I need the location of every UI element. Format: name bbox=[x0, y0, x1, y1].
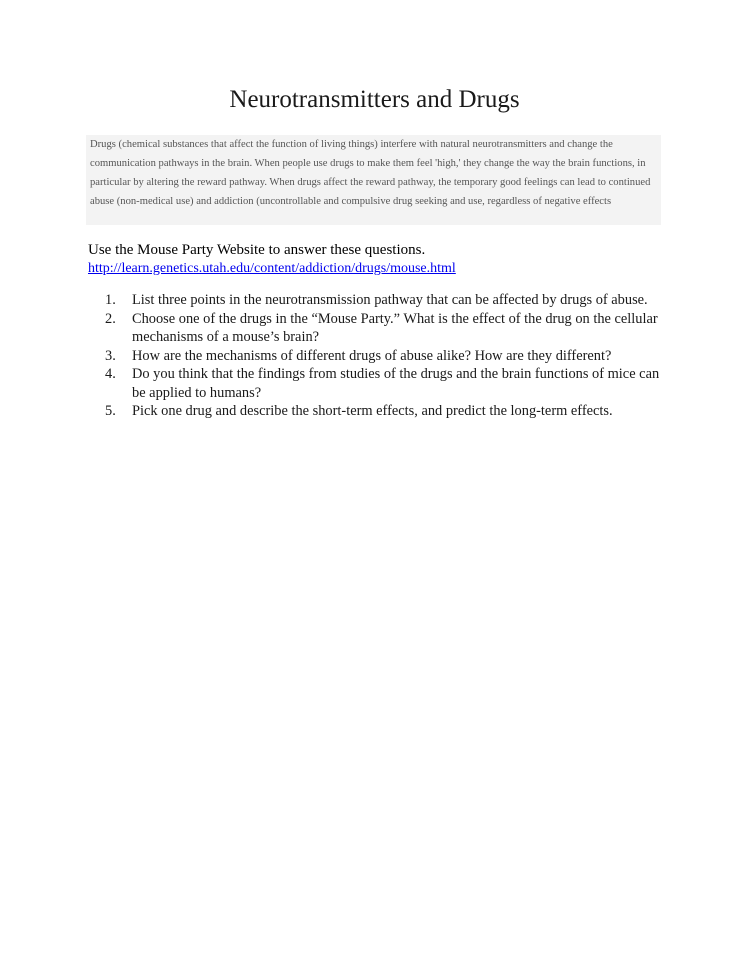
question-item bbox=[105, 291, 665, 310]
question-item bbox=[105, 347, 665, 366]
question-number: 1. bbox=[105, 292, 116, 308]
instruction-heading: Use the Mouse Party Website to answer these questions. bbox=[88, 242, 426, 258]
question-text: Choose one of the drugs in the “Mouse Party.” What is the effect of the drug on the cellular mechanisms of a mouse’s brain? bbox=[132, 310, 658, 345]
question-item bbox=[105, 310, 665, 347]
page-title: Neurotransmitters and Drugs bbox=[229, 86, 520, 113]
question-text: List three points in the neurotransmission pathway that can be affected by drugs of abuse. bbox=[132, 292, 648, 308]
question-number: 4. bbox=[105, 366, 116, 382]
question-number: 2. bbox=[105, 310, 116, 327]
question-number: 5. bbox=[105, 403, 116, 419]
question-text: Do you think that the findings from studies of the drugs and the brain functions of mice can be applied to humans? bbox=[132, 366, 660, 401]
question-text: Pick one drug and describe the short-term effects, and predict the long-term effects. bbox=[132, 403, 613, 419]
intro-paragraph: Drugs (chemical substances that affect the function of living things) interfere with natural neurotransmitters and change the communication pathways in the brain. When people use drugs to make them feel 'high,' they change the way the brain functions, in particular by altering the reward pathway. When drugs affect the reward pathway, the temporary good feelings can lead to continued abuse (non-medical use) and addiction (uncontrollable and compulsive drug seeking and use, regardless of negative effects bbox=[90, 139, 651, 207]
mouse-party-link[interactable]: http://learn.genetics.utah.edu/content/addiction/drugs/mouse.html bbox=[88, 261, 456, 276]
question-item bbox=[105, 402, 665, 421]
question-item bbox=[105, 365, 665, 402]
question-list bbox=[105, 291, 665, 421]
question-number: 3. bbox=[105, 347, 116, 364]
question-text: How are the mechanisms of different drugs of abuse alike? How are they different? bbox=[132, 347, 612, 364]
intro-box bbox=[86, 135, 661, 225]
